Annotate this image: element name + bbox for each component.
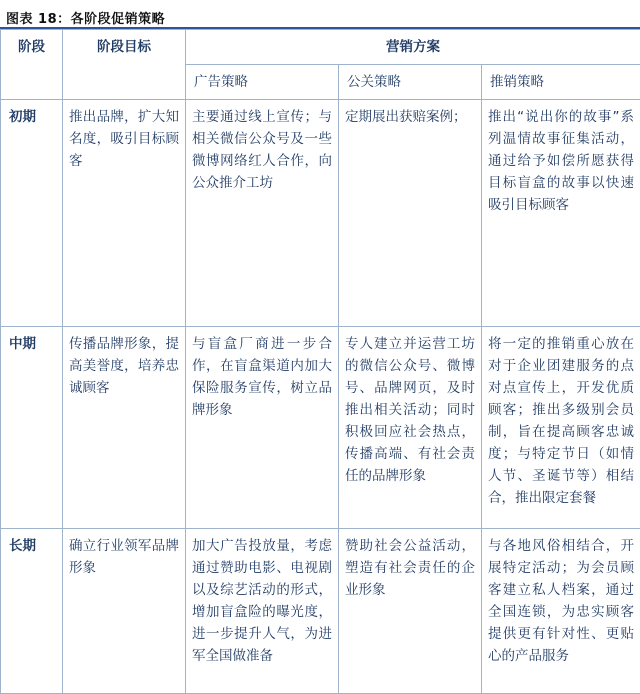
promotion-strategy-table [0, 29, 640, 694]
row-promo-strategy: 将一定的推销重心放在对于企业团建服务的点对点宣传上，开发优质顾客；推出多级别会员制，旨在提高顾客忠诚度；与特定节日（如情人节、圣诞节等）相结合，推出限定套餐 [482, 327, 640, 529]
row-promo-strategy: 与各地风俗相结合，开展特定活动；为会员顾客建立私人档案，通过全国连锁，为忠实顾客提供更有针对性、更贴心的产品服务 [482, 529, 640, 694]
row-pr-strategy: 专人建立并运营工坊的微信公众号、微博号、品牌网页，及时推出相关活动；同时积极回应社会热点，传播高端、有社会责任的品牌形象 [339, 327, 482, 529]
figure-title: 图表 18：各阶段促销策略 [6, 8, 165, 27]
row-ad-strategy: 加大广告投放量，考虑通过赞助电影、电视剧以及综艺活动的形式，增加盲盒险的曝光度，进一步提升人气，为进军全国做准备 [186, 529, 339, 694]
header-promo-strategy: 推销策略 [482, 65, 640, 100]
table-row [1, 529, 640, 694]
row-ad-strategy: 与盲盒厂商进一步合作，在盲盒渠道内加大保险服务宣传，树立品牌形象 [186, 327, 339, 529]
row-promo-strategy: 推出“说出你的故事”系列温情故事征集活动，通过给予如偿所愿获得目标盲盒的故事以快速吸引目标顾客 [482, 100, 640, 327]
row-pr-strategy: 定期展出获赔案例； [339, 100, 482, 327]
header-marketing-plan: 营销方案 [186, 30, 640, 65]
row-stage: 初期 [1, 100, 63, 327]
row-stage: 中期 [1, 327, 63, 529]
row-goal: 传播品牌形象，提高美誉度，培养忠诚顾客 [63, 327, 186, 529]
header-pr-strategy: 公关策略 [339, 65, 482, 100]
row-stage: 长期 [1, 529, 63, 694]
header-goal: 阶段目标 [63, 30, 186, 100]
header-stage: 阶段 [1, 30, 63, 100]
row-pr-strategy: 赞助社会公益活动，塑造有社会责任的企业形象 [339, 529, 482, 694]
table-row [1, 100, 640, 327]
row-goal: 确立行业领军品牌形象 [63, 529, 186, 694]
table-row [1, 327, 640, 529]
row-goal: 推出品牌，扩大知名度，吸引目标顾客 [63, 100, 186, 327]
row-ad-strategy: 主要通过线上宣传；与相关微信公众号及一些微博网络红人合作，向公众推介工坊 [186, 100, 339, 327]
header-ad-strategy: 广告策略 [186, 65, 339, 100]
